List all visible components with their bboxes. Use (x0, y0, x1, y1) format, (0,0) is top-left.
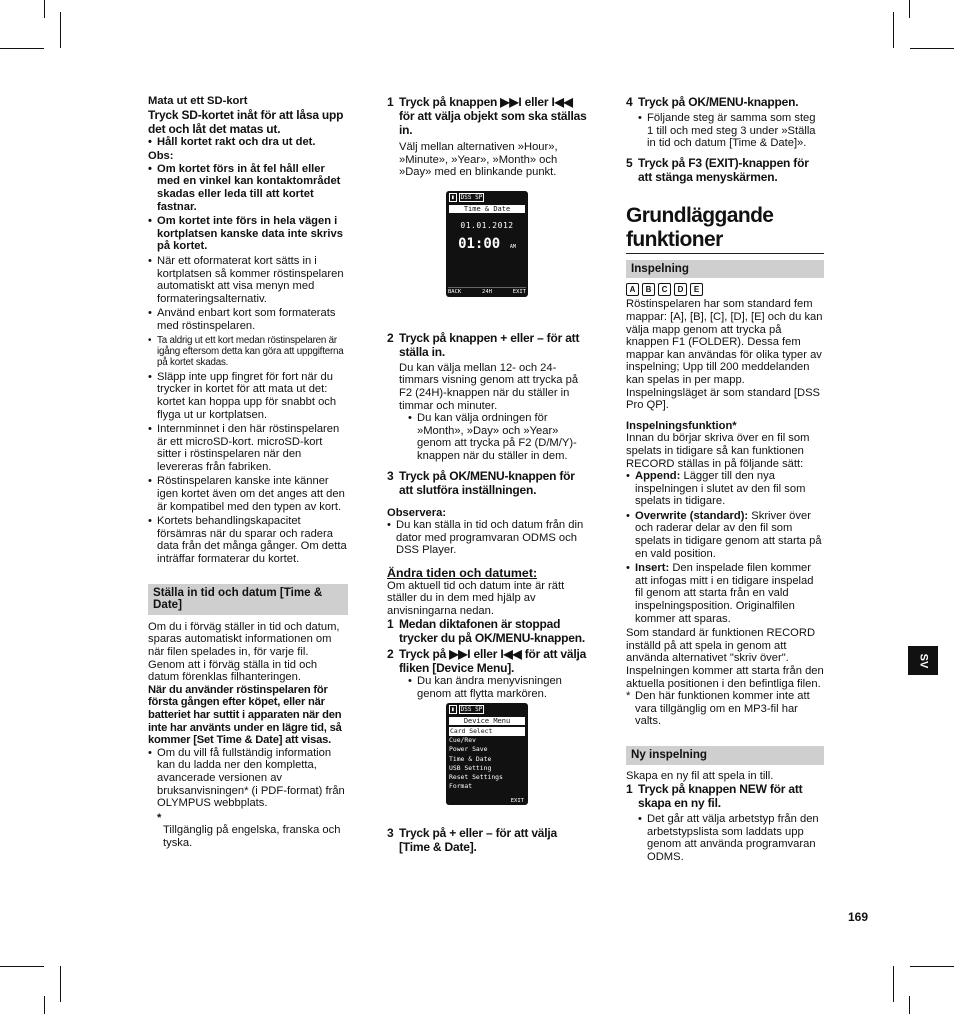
list-item: • Du kan ändra menyvisningen genom att flytta markören. (408, 675, 587, 700)
step-3: 3 Tryck på OK/MENU-knappen för att slutföra inställningen. (387, 468, 575, 497)
folder-b-icon: B (642, 283, 655, 296)
step-2: 2 Tryck på knappen + eller – för att ställa in. (387, 330, 580, 359)
list-item: • Internminnet i den här röstinspelaren är ett microSD-kort. microSD-kort sitter i röstinspelaren när den levereras från fabriken. (148, 423, 348, 473)
device-mode-label: DSS SP (460, 194, 483, 201)
list-item: • Om du vill få fullständig information kan du ladda ner den kompletta, avancerade versionen av bruksanvisningen* (i PDF-format) från OLYMPUS webbplats. (148, 747, 348, 810)
step-4-list (626, 112, 824, 150)
chapter-heading: Grundläggande funktioner (626, 204, 824, 254)
section-title: Mata ut ett SD-kort (148, 95, 248, 107)
device-menu-item-selected: Card Select (449, 727, 525, 736)
folder-a-icon: A (626, 283, 639, 296)
function-note: Den här funktionen kommer inte att vara tillgänglig om en MP3-fil har valts. (635, 690, 810, 728)
list-item: • Kortets behandlingskapacitet försämras när du sparar och radera data från det många gånger. Om detta inträffar formaterar du kortet. (148, 515, 348, 565)
folder-icons (626, 283, 824, 296)
list-item: • Ta aldrig ut ett kort medan röstinspelaren är igång eftersom detta kan göra att uppgifterna på kortet skadas. (148, 335, 348, 369)
device-menu-item: Reset Settings (449, 773, 503, 782)
list-item: • Insert: Den inspelade filen kommer att infogas mitt i en tidigare inspelad fil genom att starta från en vald inspelningsposition. Originalfilen kommer att sparas. (626, 562, 824, 625)
step-1-body: Välj mellan alternativen »Hour», »Minute», »Year», »Month» och »Day» med en blinkande punkt. (399, 141, 558, 179)
crop-mark (60, 966, 61, 1002)
column-1 (148, 95, 348, 850)
step-2-body: Du kan välja mellan 12- och 24-timmars visning genom att trycka på F2 (24H)-knappen när du ställer in timmar och minuter. (399, 361, 579, 412)
ny-list (626, 813, 824, 863)
crop-mark (909, 996, 910, 1014)
column-3 (626, 95, 824, 866)
folder-c-icon: C (658, 283, 671, 296)
softkey-back: BACK (448, 289, 462, 295)
manual-list (148, 747, 348, 810)
device-status-icon: ▮ (451, 706, 455, 713)
section-note: När du använder röstinspelaren för första gången efter köpet, eller när batteriet har suttit i apparaten när den inte har använts under en lägre tid, så kommer [Set Time & Date] att visas. (148, 683, 342, 747)
change-step-2: 2 Tryck på ▶▶I eller I◀◀ för att välja fliken [Device Menu]. (387, 647, 587, 676)
device-date: 01.01.2012 (460, 221, 514, 230)
change-step-3: 3 Tryck på + eller – för att välja [Time & Date]. (387, 826, 558, 855)
function-after: Som standard är funktionen RECORD inställd på att spela in genom att använda alternativet "skriv över". Inspelningen kommer att starta från den aktuella positionen i den befintliga filen. (626, 627, 824, 690)
function-list (626, 470, 824, 625)
device-screen-device-menu (446, 703, 528, 805)
list-item: • Håll kortet rakt och dra ut det. (148, 136, 348, 149)
section-bar-ny-inspelning: Ny inspelning (626, 746, 824, 765)
device-screen-title: Time & Date (449, 205, 525, 213)
step-2-list (387, 412, 587, 462)
crop-mark (910, 966, 954, 967)
device-screen-time-date (446, 191, 528, 297)
step-1: 1 Tryck på knappen ▶▶I eller I◀◀ för att välja objekt som ska ställas in. (387, 95, 587, 137)
inspelning-body: Röstinspelaren har som standard fem mappar: [A], [B], [C], [D], [E] och du kan välja mapp genom att trycka på knappen F1 (FOLDER). Dessa fem mappar kan användas för olika typer av inspelning; Upp till 200 meddelanden kan spelas in per mapp. (626, 298, 823, 386)
footnote-star: * (157, 811, 162, 824)
device-ampm: AM (509, 244, 516, 250)
softkey-exit: EXIT (512, 289, 526, 295)
list-item: • Du kan välja ordningen för »Month», »Day» och »Year» genom att trycka på F2 (D/M/Y)-knappen när du ställer in dem. (408, 412, 587, 462)
step-5: 5 Tryck på F3 (EXIT)-knappen för att stänga menyskärmen. (626, 155, 809, 184)
andra-heading: Ändra tiden och datumet: (387, 565, 538, 580)
language-tab: SV (908, 646, 938, 675)
list-item: • Röstinspelaren kanske inte känner igen kortet även om det anges att den är kompatibel med den typen av kort. (148, 475, 348, 513)
crop-mark (60, 12, 61, 48)
device-menu-item: Power Save (449, 745, 488, 754)
change-step-1: 1 Medan diktafonen är stoppad trycker du på OK/MENU-knappen. (387, 617, 586, 646)
softkey-exit: EXIT (510, 798, 524, 804)
function-note-star: * (626, 690, 631, 703)
observera-list (387, 519, 587, 557)
crop-mark (909, 0, 910, 18)
device-mode-label: DSS SP (460, 706, 483, 713)
crop-mark (910, 48, 954, 49)
footnote-text: Tillgänglig på engelska, franska och tyska. (163, 824, 341, 849)
list-item: • Append: Lägger till den nya inspelningen i slutet av den fil som spelats in tidigare. (626, 470, 824, 508)
list-item: • När ett oformaterat kort sätts in i kortplatsen så kommer röstinspelaren automatiskt att visa menyn med formateringsalternativ. (148, 255, 348, 305)
hold-list (148, 136, 348, 149)
folder-e-icon: E (690, 283, 703, 296)
inspelning-mode: Inspelningsläget är som standard [DSS Pro QP]. (626, 386, 821, 412)
device-menu-item: Cue/Rev (449, 736, 476, 745)
list-item: • Använd enbart kort som formaterats med röstinspelaren. (148, 307, 348, 332)
list-item: • Du kan ställa in tid och datum från din dator med programvaran ODMS och DSS Player. (387, 519, 587, 557)
crop-mark (0, 966, 44, 967)
device-screen-title: Device Menu (449, 717, 525, 725)
list-item: • Overwrite (standard): Skriver över och raderar delar av den fil som spelats in tidigare genom att starta på en vald position. (626, 510, 824, 560)
observera-label: Observera: (387, 506, 447, 519)
step-4: 4 Tryck på OK/MENU-knappen. (626, 95, 799, 109)
device-time: 01:00 (458, 236, 501, 252)
obs-label: Obs: (148, 150, 174, 163)
function-body: Innan du börjar skriva över en fil som spelats in tidigare så kan funktionen RECORD ställas in på följande sätt: (626, 432, 810, 470)
device-menu-item: Time & Date (449, 754, 492, 763)
crop-mark (44, 996, 45, 1014)
list-item: • Följande steg är samma som steg 1 till och med steg 3 under »Ställa in tid och datum [Time & Date]». (638, 112, 824, 150)
section-bar-inspelning: Inspelning (626, 260, 824, 279)
crop-mark (0, 48, 44, 49)
list-item: • Släpp inte upp fingret för fort när du trycker in kortet för att mata ut det: kortet kan hoppa upp för snabbt och flyga ut ur kortplatsen. (148, 371, 348, 421)
softkey-24h: 24H (482, 289, 492, 295)
section-intro: Om du i förväg ställer in tid och datum, sparas automatiskt informationen om när filen spelades in, för varje fil. Genom att i förväg ställa in tid och datum förenklas filhanteringen. (148, 620, 340, 684)
device-menu-item: USB Setting (449, 763, 492, 772)
obs-list (148, 163, 348, 566)
folder-d-icon: D (674, 283, 687, 296)
list-item: • Om kortet förs in åt fel håll eller med en vinkel kan kontaktområdet skadas eller leda till att kortet fastnar. (148, 163, 348, 213)
crop-mark (893, 12, 894, 48)
ny-step-1: 1 Tryck på knappen NEW för att skapa en ny fil. (626, 782, 803, 811)
device-status-icon: ▮ (451, 194, 455, 201)
device-menu-item: Format (449, 782, 473, 791)
crop-mark (893, 966, 894, 1002)
ny-body: Skapa en ny fil att spela in till. (626, 769, 774, 782)
crop-mark (44, 0, 45, 18)
change-step-2-list (387, 675, 587, 700)
list-item: • Det går att välja arbetstyp från den arbetstypslista som laddats upp genom att använda programvaran ODMS. (638, 813, 824, 863)
function-heading: Inspelningsfunktion* (626, 419, 737, 432)
list-item: • Om kortet inte förs in hela vägen i kortplatsen kanske data inte skrivs på kortet. (148, 215, 348, 253)
page-number: 169 (848, 910, 869, 924)
lead-instruction: Tryck SD-kortet inåt för att låsa upp det och låt det matas ut. (148, 107, 344, 136)
andra-body: Om aktuell tid och datum inte är rätt ställer du in dem med hjälp av anvisningarna nedan. (387, 579, 565, 617)
section-bar: Ställa in tid och datum [Time & Date] (148, 584, 348, 615)
